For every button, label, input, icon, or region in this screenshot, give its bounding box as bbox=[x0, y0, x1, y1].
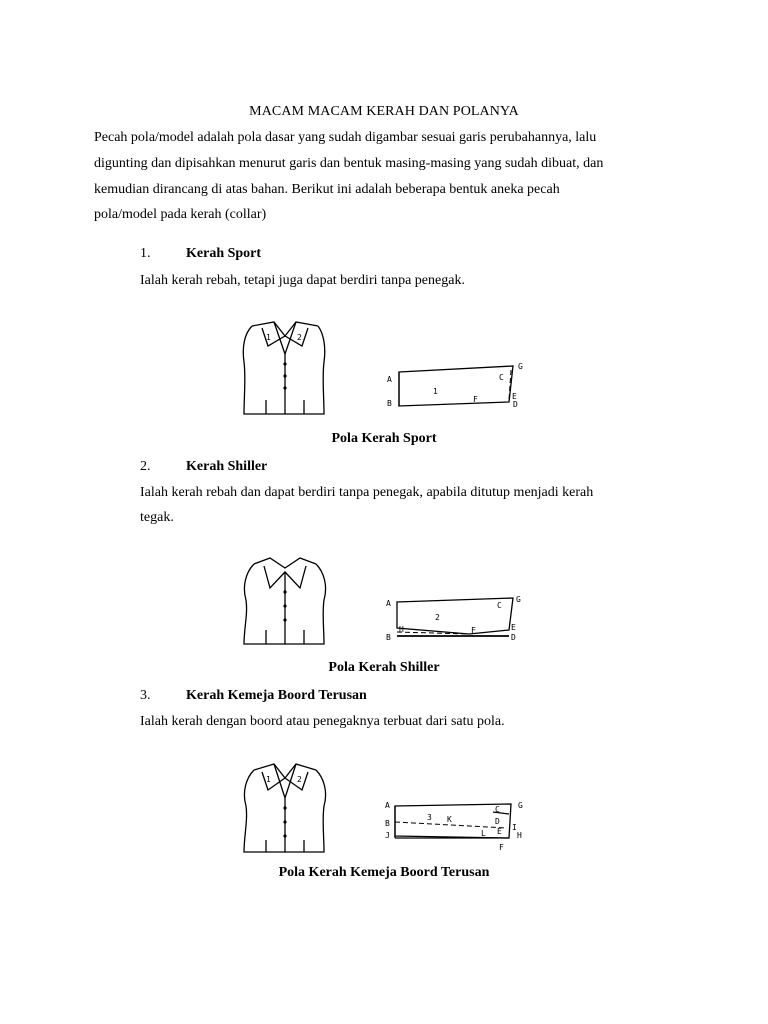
pattern-3-piece-number: 3 bbox=[427, 813, 432, 822]
pattern-3-label-e: E bbox=[497, 827, 502, 836]
section-2-heading: Kerah Shiller bbox=[186, 459, 268, 474]
pattern-2-piece-number: 2 bbox=[435, 613, 440, 622]
boord-collar-pattern bbox=[383, 798, 531, 852]
section-3-number: 3. bbox=[140, 688, 151, 703]
pattern-3-label-d: D bbox=[495, 817, 500, 826]
intro-line-2: digunting dan dipisahkan menurut garis dan bentuk masing-masing yang sudah dibuat, dan bbox=[94, 156, 604, 171]
pattern-1-piece-number: 1 bbox=[433, 387, 438, 396]
shirt-mark-left: 1 bbox=[266, 333, 271, 342]
pattern-2-label-d: D bbox=[511, 633, 516, 642]
pattern-2-label-a: A bbox=[386, 599, 391, 608]
shiller-collar-pattern bbox=[385, 592, 530, 646]
shirt-mark-right: 2 bbox=[297, 333, 302, 342]
section-1-description: Ialah kerah rebah, tetapi juga dapat berdiri tanpa penegak. bbox=[140, 273, 465, 288]
section-3-heading: Kerah Kemeja Boord Terusan bbox=[186, 688, 367, 703]
pattern-2-label-e: E bbox=[511, 623, 516, 632]
pattern-2-label-g: G bbox=[516, 595, 521, 604]
pattern-1-label-c: C bbox=[499, 373, 504, 382]
section-2-number: 2. bbox=[140, 459, 151, 474]
pattern-3-label-a: A bbox=[385, 801, 390, 810]
pattern-1-label-d: D bbox=[513, 400, 518, 409]
pattern-1-label-f: F bbox=[473, 395, 478, 404]
document-title: MACAM MACAM KERAH DAN POLANYA bbox=[249, 104, 519, 119]
section-1-number: 1. bbox=[140, 246, 151, 261]
pattern-3-label-g: G bbox=[518, 801, 523, 810]
section-2-description-line-1: Ialah kerah rebah dan dapat berdiri tanpa penegak, apabila ditutup menjadi kerah bbox=[140, 485, 594, 500]
pattern-3-label-f: F bbox=[499, 843, 504, 852]
pattern-3-label-c: C bbox=[495, 805, 500, 814]
section-3-caption: Pola Kerah Kemeja Boord Terusan bbox=[278, 865, 490, 880]
pattern-3-label-h: H bbox=[517, 831, 522, 840]
section-1-heading: Kerah Sport bbox=[186, 246, 262, 261]
pattern-1-label-g: G bbox=[518, 362, 523, 371]
pattern-1-label-e: E bbox=[512, 392, 517, 401]
pattern-3-label-i: I bbox=[512, 823, 517, 832]
section-3-description: Ialah kerah dengan boord atau penegaknya terbuat dari satu pola. bbox=[140, 714, 505, 729]
pattern-2-label-f: F bbox=[471, 626, 476, 635]
intro-line-4: pola/model pada kerah (collar) bbox=[94, 207, 267, 222]
pattern-3-label-b: B bbox=[385, 819, 390, 828]
shiller-collar-shirt-illustration bbox=[240, 558, 330, 648]
pattern-2-label-b: B bbox=[386, 633, 391, 642]
section-2-description-line-2: tegak. bbox=[140, 510, 174, 525]
intro-line-3: kemudian dirancang di atas bahan. Berikut ini adalah beberapa bentuk aneka pecah bbox=[94, 182, 560, 197]
pattern-1-label-b: B bbox=[387, 399, 392, 408]
pattern-2-label-c: C bbox=[497, 601, 502, 610]
intro-line-1: Pecah pola/model adalah pola dasar yang sudah digambar sesuai garis perubahannya, lalu bbox=[94, 130, 597, 145]
section-1-caption: Pola Kerah Sport bbox=[331, 431, 437, 446]
pattern-3-label-j: J bbox=[385, 831, 390, 840]
sport-collar-pattern bbox=[385, 360, 530, 410]
pattern-3-label-k: K bbox=[447, 815, 452, 824]
sport-collar-shirt-illustration bbox=[240, 322, 330, 418]
boord-shirt-mark-right: 2 bbox=[297, 775, 302, 784]
pattern-1-label-a: A bbox=[387, 375, 392, 384]
pattern-2-label-h: H bbox=[399, 625, 404, 634]
section-2-caption: Pola Kerah Shiller bbox=[328, 660, 440, 675]
boord-shirt-mark-left: 1 bbox=[266, 775, 271, 784]
boord-collar-shirt-illustration bbox=[240, 764, 330, 856]
pattern-3-label-l: L bbox=[481, 829, 486, 838]
